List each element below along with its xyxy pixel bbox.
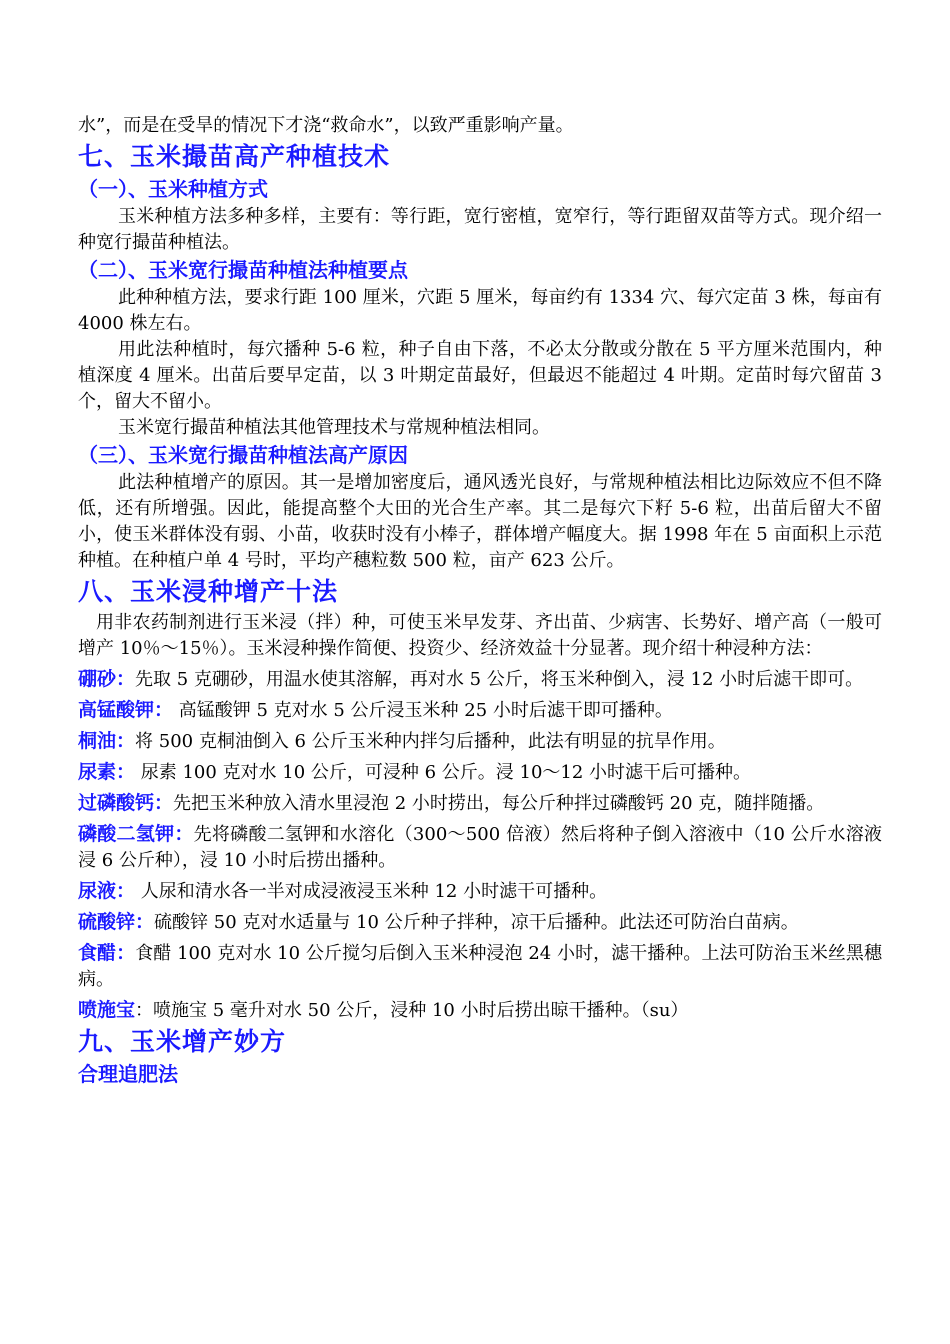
soak-method-term: 尿液： — [78, 880, 136, 902]
soak-method-item — [78, 790, 882, 817]
soak-method-term: 桐油： — [78, 730, 136, 752]
soak-method-term: 食醋： — [78, 942, 136, 964]
section-7-sub1-paragraph: 玉米种植方法多种多样，主要有：等行距，宽行密植，宽窄行，等行距留双苗等方式。现介绍一种宽行撮苗种植法。 — [78, 206, 882, 253]
soak-method-term: 高锰酸钾： — [78, 699, 174, 721]
soak-method-text: 先将磷酸二氢钾和水溶化（300～500 倍液）然后将种子倒入溶液中（10 公斤水溶液浸 6 公斤种），浸 10 小时后捞出播种。 — [78, 824, 882, 871]
soak-method-text: 先把玉米种放入清水里浸泡 2 小时捞出，每公斤种拌过磷酸钙 20 克，随拌随播。 — [173, 793, 825, 814]
section-7-sub2-paragraph-3: 玉米宽行撮苗种植法其他管理技术与常规种植法相同。 — [118, 417, 550, 438]
soak-method-text: 高锰酸钾 5 克对水 5 公斤浸玉米种 25 小时后滤干即可播种。 — [173, 700, 673, 721]
soak-method-item — [78, 821, 882, 874]
section-7-sub1-title: （一）、玉米种植方式 — [78, 177, 268, 201]
section-9-sub1-title: 合理追肥法 — [78, 1062, 178, 1086]
soak-method-text: 尿素 100 克对水 10 公斤，可浸种 6 公斤。浸 10～12 小时滤干后可播种。 — [135, 762, 752, 783]
section-7-sub3-paragraph: 此法种植增产的原因。其一是增加密度后，通风透光良好，与常规种植法相比边际效应不但不降低，还有所增强。因此，能提高整个大田的光合生产率。其二是每穴下籽 5-6 粒，出苗后留大不留小，使玉米群体没有弱、小苗，收获时没有小棒子，群体增产幅度大。据 1998 年在 5 亩面积上示范种植。在种植户单 4 号时，平均产穗粒数 500 粒，亩产 623 公斤。 — [78, 472, 882, 571]
soak-method-term: 过磷酸钙： — [78, 792, 174, 814]
soak-method-term: 喷施宝 — [78, 999, 136, 1021]
soak-method-item — [78, 759, 882, 786]
soak-method-item — [78, 997, 882, 1024]
section-7-sub2-paragraph-1: 此种种植方法，要求行距 100 厘米，穴距 5 厘米，每亩约有 1334 穴、每穴定苗 3 株，每亩有 4000 株左右。 — [78, 287, 882, 334]
section-9-title: 九、玉米增产妙方 — [78, 1027, 287, 1056]
soak-method-item — [78, 697, 882, 724]
soak-method-term: 硼砂： — [78, 668, 136, 690]
section-7-sub3-title: （三）、玉米宽行撮苗种植法高产原因 — [78, 443, 408, 467]
intro-tail-paragraph: 水”，而是在受旱的情况下才浇“救命水”，以致严重影响产量。 — [78, 115, 574, 136]
section-7-sub2-title: （二）、玉米宽行撮苗种植法种植要点 — [78, 258, 408, 282]
soak-methods-list — [78, 666, 882, 1024]
soak-method-text: 将 500 克桐油倒入 6 公斤玉米种内拌匀后播种，此法有明显的抗旱作用。 — [135, 731, 726, 752]
soak-method-text: 先取 5 克硼砂，用温水使其溶解，再对水 5 公斤，将玉米种倒入，浸 12 小时后滤干即可。 — [135, 669, 864, 690]
soak-method-text: ：喷施宝 5 毫升对水 50 公斤，浸种 10 小时后捞出晾干播种。（su） — [135, 1000, 689, 1021]
soak-method-term: 尿素： — [78, 761, 136, 783]
soak-method-item — [78, 728, 882, 755]
section-7-sub2-paragraph-2: 用此法种植时，每穴播种 5-6 粒，种子自由下落，不必太分散或分散在 5 平方厘米范围内，种植深度 4 厘米。出苗后要早定苗，以 3 叶期定苗最好，但最迟不能超过 4 叶期。定苗时每穴留苗 3 个，留大不留小。 — [78, 339, 882, 412]
soak-method-item — [78, 909, 882, 936]
soak-method-term: 磷酸二氢钾： — [78, 823, 194, 845]
soak-method-term: 硫酸锌： — [78, 911, 155, 933]
section-8-title: 八、玉米浸种增产十法 — [78, 577, 339, 606]
section-7-title: 七、玉米撮苗高产种植技术 — [78, 142, 391, 171]
soak-method-text: 硫酸锌 50 克对水适量与 10 公斤种子拌种，凉干后播种。此法还可防治白苗病。 — [154, 912, 799, 933]
soak-method-item — [78, 666, 882, 693]
soak-method-text: 食醋 100 克对水 10 公斤搅匀后倒入玉米种浸泡 24 小时，滤干播种。上法可防治玉米丝黑穗病。 — [78, 943, 882, 990]
soak-method-text: 人尿和清水各一半对成浸液浸玉米种 12 小时滤干可播种。 — [135, 881, 608, 902]
soak-method-item — [78, 940, 882, 993]
soak-method-item — [78, 878, 882, 905]
section-8-intro-paragraph: 用非农药制剂进行玉米浸（拌）种，可使玉米早发芽、齐出苗、少病害、长势好、增产高（一般可增产 10％～15％）。玉米浸种操作简便、投资少、经济效益十分显著。现介绍十种浸种方法： — [78, 612, 882, 659]
